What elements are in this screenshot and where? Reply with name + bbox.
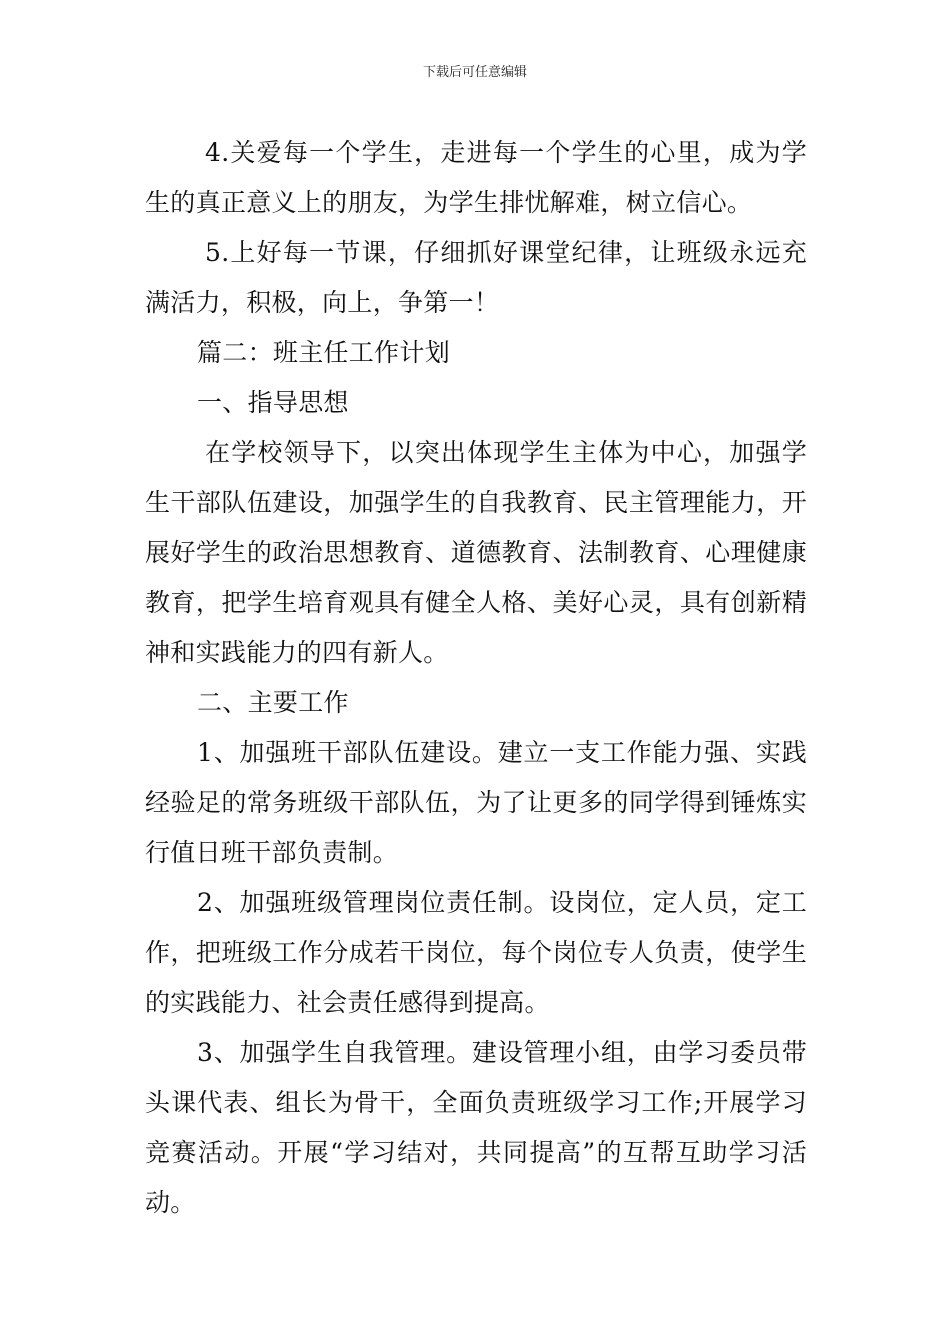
paragraph-work-1: 1、加强班干部队伍建设。建立一支工作能力强、实践经验足的常务班级干部队伍，为了让更多的同学得到锤炼实行值日班干部负责制。 bbox=[145, 738, 807, 867]
heading-guiding-thought: 一、指导思想 bbox=[197, 388, 349, 417]
paragraph-guiding-thought: 在学校领导下，以突出体现学生主体为中心，加强学生干部队伍建设，加强学生的自我教育、民主管理能力，开展好学生的政治思想教育、道德教育、法制教育、心理健康教育，把学生培育观具有健全人格、美好心灵，具有创新精神和实践能力的四有新人。 bbox=[145, 438, 807, 667]
paragraph-work-2: 2、加强班级管理岗位责任制。设岗位，定人员，定工作，把班级工作分成若干岗位，每个岗位专人负责，使学生的实践能力、社会责任感得到提高。 bbox=[145, 888, 807, 1017]
paragraph-item-4: 4.关爱每一个学生，走进每一个学生的心里，成为学生的真正意义上的朋友，为学生排忧解难，树立信心。 bbox=[145, 138, 807, 217]
page-header-note: 下载后可任意编辑 bbox=[422, 65, 527, 80]
paragraph-work-3: 3、加强学生自我管理。建设管理小组，由学习委员带头课代表、组长为骨干，全面负责班级学习工作;开展学习竞赛活动。开展“学习结对，共同提高”的互帮互助学习活动。 bbox=[145, 1038, 807, 1217]
paragraph-item-5: 5.上好每一节课，仔细抓好课堂纪律，让班级永远充满活力，积极，向上，争第一！ bbox=[145, 238, 807, 317]
document-body bbox=[145, 128, 807, 1228]
heading-main-work: 二、主要工作 bbox=[197, 688, 349, 717]
section-title: 篇二：班主任工作计划 bbox=[197, 338, 451, 367]
